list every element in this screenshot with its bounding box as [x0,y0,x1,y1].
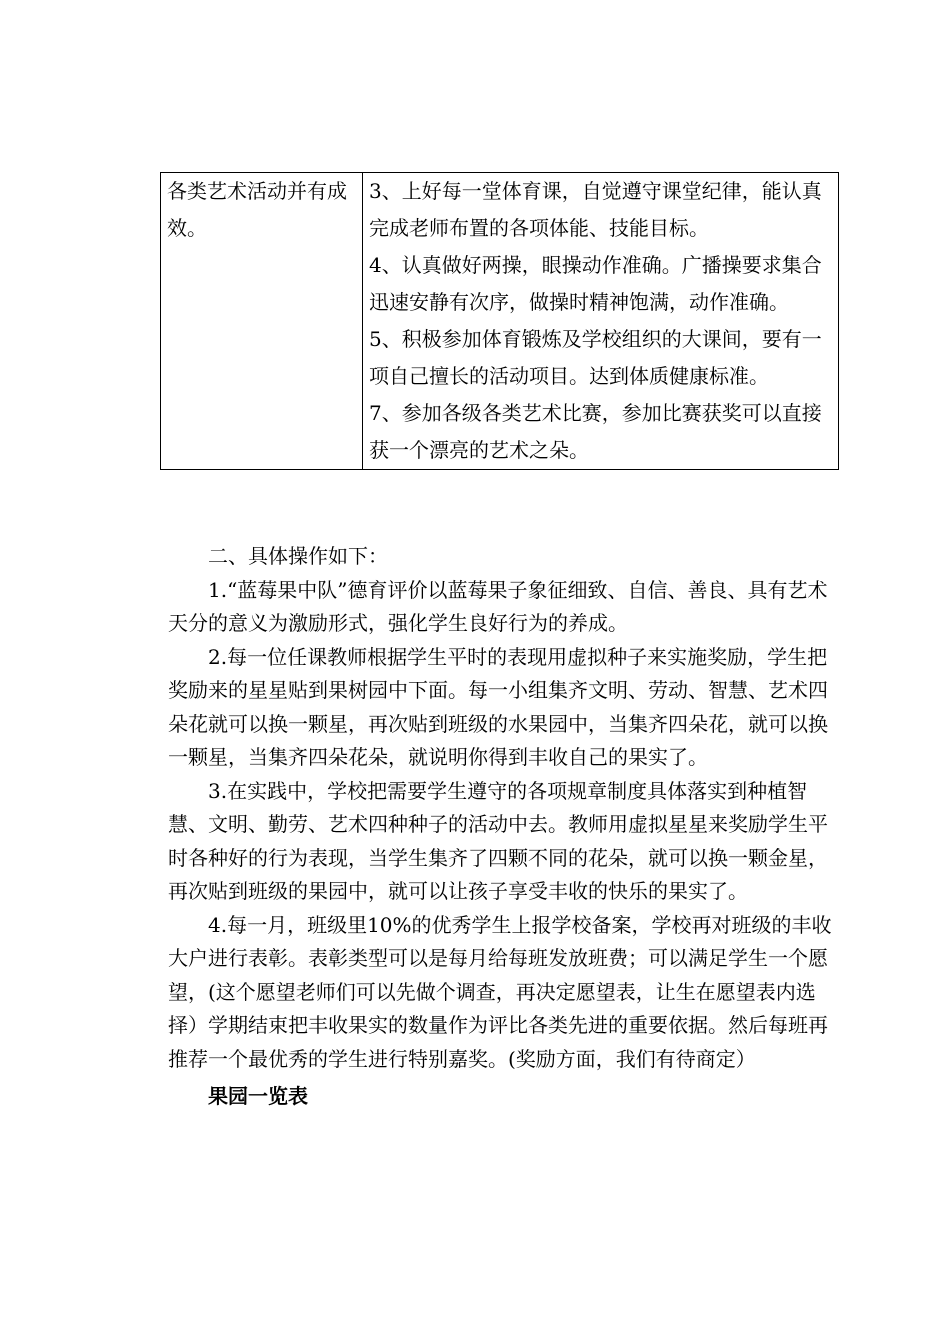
table-cell-left [161,173,363,470]
paragraph: 3.在实践中，学校把需要学生遵守的各项规章制度具体落实到种植智慧、文明、勤劳、艺术四种种子的活动中去。教师用虚拟星星来奖励学生平时各种好的行为表现，当学生集齐了四颗不同的花朵，就可以换一颗金星，再次贴到班级的果园中，就可以让孩子享受丰收的快乐的果实了。 [168,778,828,903]
paragraph: 4.每一月，班级里10%的优秀学生上报学校备案，学校再对班级的丰收大户进行表彰。表彰类型可以是每月给每班发放班费；可以满足学生一个愿望，(这个愿望老师们可以先做个调查，再决定愿望表，让生在愿望表内选择）学期结束把丰收果实的数量作为评比各类先进的重要依据。然后每班再推荐一个最优秀的学生进行特别嘉奖。(奖励方面，我们有待商定） [168,912,832,1071]
orchard-table-title: 果园一览表 [208,1084,308,1108]
paragraph: 2.每一位任课教师根据学生平时的表现用虚拟种子来实施奖励，学生把奖励来的星星贴到果树园中下面。每一小组集齐文明、劳动、智慧、艺术四朵花就可以换一颗星，再次贴到班级的水果园中，当集齐四朵花，就可以换一颗星，当集齐四朵花朵，就说明你得到丰收自己的果实了。 [168,644,828,769]
table-row [161,173,839,470]
criteria-item: 7、参加各级各类艺术比赛，参加比赛获奖可以直接获一个漂亮的艺术之朵。 [369,401,822,462]
criteria-item: 4、认真做好两操，眼操动作准确。广播操要求集合迅速安静有次序，做操时精神饱满，动作准确。 [369,253,822,314]
table-cell-right [363,173,839,470]
left-cell-text: 各类艺术活动并有成效。 [167,179,347,240]
criteria-table [160,172,839,470]
section-heading: 二、具体操作如下： [208,544,388,568]
operation-section [168,540,840,1114]
criteria-item: 3、上好每一堂体育课，自觉遵守课堂纪律，能认真完成老师布置的各项体能、技能目标。 [369,179,822,240]
criteria-item: 5、积极参加体育锻炼及学校组织的大课间，要有一项自己擅长的活动项目。达到体质健康标准。 [369,327,822,388]
paragraph: 1.“蓝莓果中队”德育评价以蓝莓果子象征细致、自信、善良、具有艺术天分的意义为激励形式，强化学生良好行为的养成。 [168,577,828,635]
